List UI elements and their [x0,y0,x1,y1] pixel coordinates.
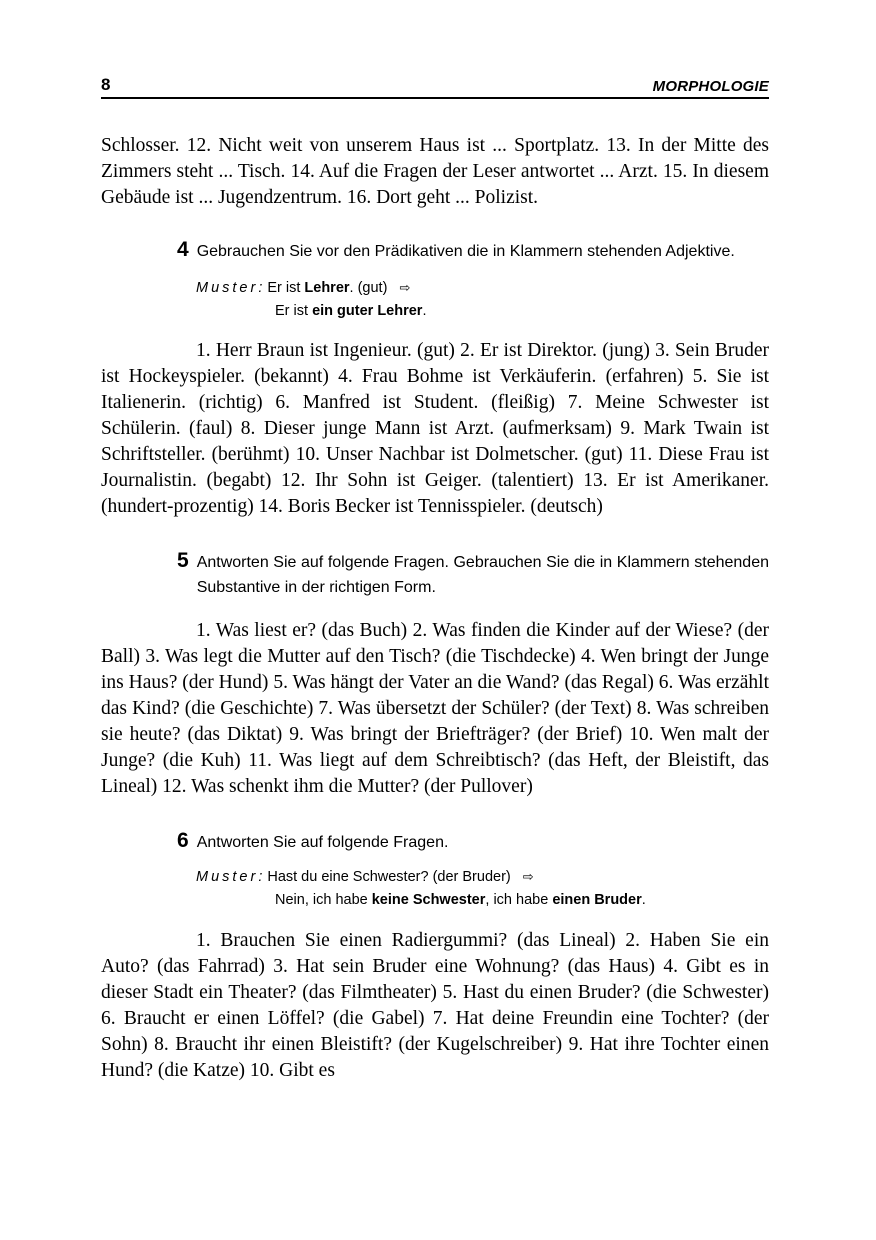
example-text: Nein, ich habe [275,892,372,908]
example-bold: keine Schwester [371,892,486,908]
arrow-right-icon: ⇨ [522,869,534,884]
page-number: 8 [101,75,111,94]
instruction-text: Antworten Sie auf folgende Fragen. Gebrauchen Sie die in Klammern stehenden Substantive in der richtigen Form. [196,554,769,596]
exercise-5-instruction [177,548,769,600]
example-text: , ich habe [485,892,553,908]
example-bold: einen Bruder [552,892,642,908]
exercise-number: 6 [177,829,189,852]
example-text: Hast du eine Schwester? (der Bruder) [267,869,511,885]
muster-label: Muster: [196,869,266,885]
arrow-right-icon: ⇨ [399,280,411,295]
book-page [101,70,769,1084]
exercise-4-example [196,276,769,323]
section-title: MORPHOLOGIE [652,78,769,95]
example-text: Er ist [267,280,305,296]
exercise-6-text: 1. Brauchen Sie einen Radiergummi? (das Lineal) 2. Haben Sie ein Auto? (das Fahrrad) 3. Hat sein Bruder eine Wohnung? (das Haus) 4. Gibt es in dieser Stadt ein Theater? (das Filmtheater) 5. Hast du einen Bruder? (die Schwester) 6. Braucht er einen Löffel? (die Gabel) 7. Hat deine Freundin eine Tochter? (der Sohn) 8. Braucht ihr einen Bleistift? (der Kugelschreiber) 9. Hat ihre Tochter einen Hund? (die Katze) 10. Gibt es [101,930,769,1081]
instruction-text: Gebrauchen Sie vor den Prädikativen die in Klammern stehenden Adjektive. [196,243,735,260]
example-text: . [641,892,646,908]
muster-label: Muster: [196,280,266,296]
exercise-6-example [196,865,769,912]
exercise-number: 5 [177,549,189,572]
example-bold: ein guter Lehrer [312,303,423,319]
exercise-4-text: 1. Herr Braun ist Ingenieur. (gut) 2. Er ist Direktor. (jung) 3. Sein Bruder ist Hockeyspieler. (bekannt) 4. Frau Bohme ist Verkäuferin. (erfahren) 5. Sie ist Italienerin. (richtig) 6. Manfred ist Student. (fleißig) 7. Meine Schwester ist Schülerin. (faul) 8. Dieser junge Mann ist Arzt. (aufmerksam) 9. Mark Twain ist Schriftsteller. (berühmt) 10. Unser Nachbar ist Dolmetscher. (gut) 11. Diese Frau ist Journalistin. (begabt) 12. Ihr Sohn ist Geiger. (talentiert) 13. Er ist Amerikaner. (hundert-prozentig) 14. Boris Becker ist Tennisspieler. (deutsch) [101,340,769,517]
example-text: Er ist [275,303,313,319]
instruction-text: Antworten Sie auf folgende Fragen. [196,834,449,851]
example-text: . [422,303,427,319]
page-header [101,70,769,99]
example-text: . (gut) [349,280,388,296]
exercise-5-text: 1. Was liest er? (das Buch) 2. Was finden die Kinder auf der Wiese? (der Ball) 3. Was legt die Mutter auf den Tisch? (die Tischdecke) 4. Wen bringt der Junge ins Haus? (der Hund) 5. Was hängt der Vater an die Wand? (das Regal) 6. Was erzählt das Kind? (die Geschichte) 7. Was übersetzt der Schüler? (der Text) 8. Was schreiben sie heute? (das Diktat) 9. Was bringt der Briefträger? (der Brief) 10. Wen malt der Junge? (die Kuh) 11. Was liegt auf dem Schreibtisch? (das Heft, der Bleistift, das Lineal) 12. Was schenkt ihm die Mutter? (der Pullover) [101,620,769,797]
intro-paragraph: Schlosser. 12. Nicht weit von unserem Haus ist ... Sportplatz. 13. In der Mitte des Zimmers steht ... Tisch. 14. Auf die Fragen der Leser antwortet ... Arzt. 15. In diesem Gebäude ist ... Jugendzentrum. 16. Dort geht ... Polizist. [101,135,769,208]
exercise-6-instruction [177,828,769,855]
exercise-number: 4 [177,238,189,261]
example-bold: Lehrer [304,280,350,296]
exercise-4-instruction [177,237,769,264]
